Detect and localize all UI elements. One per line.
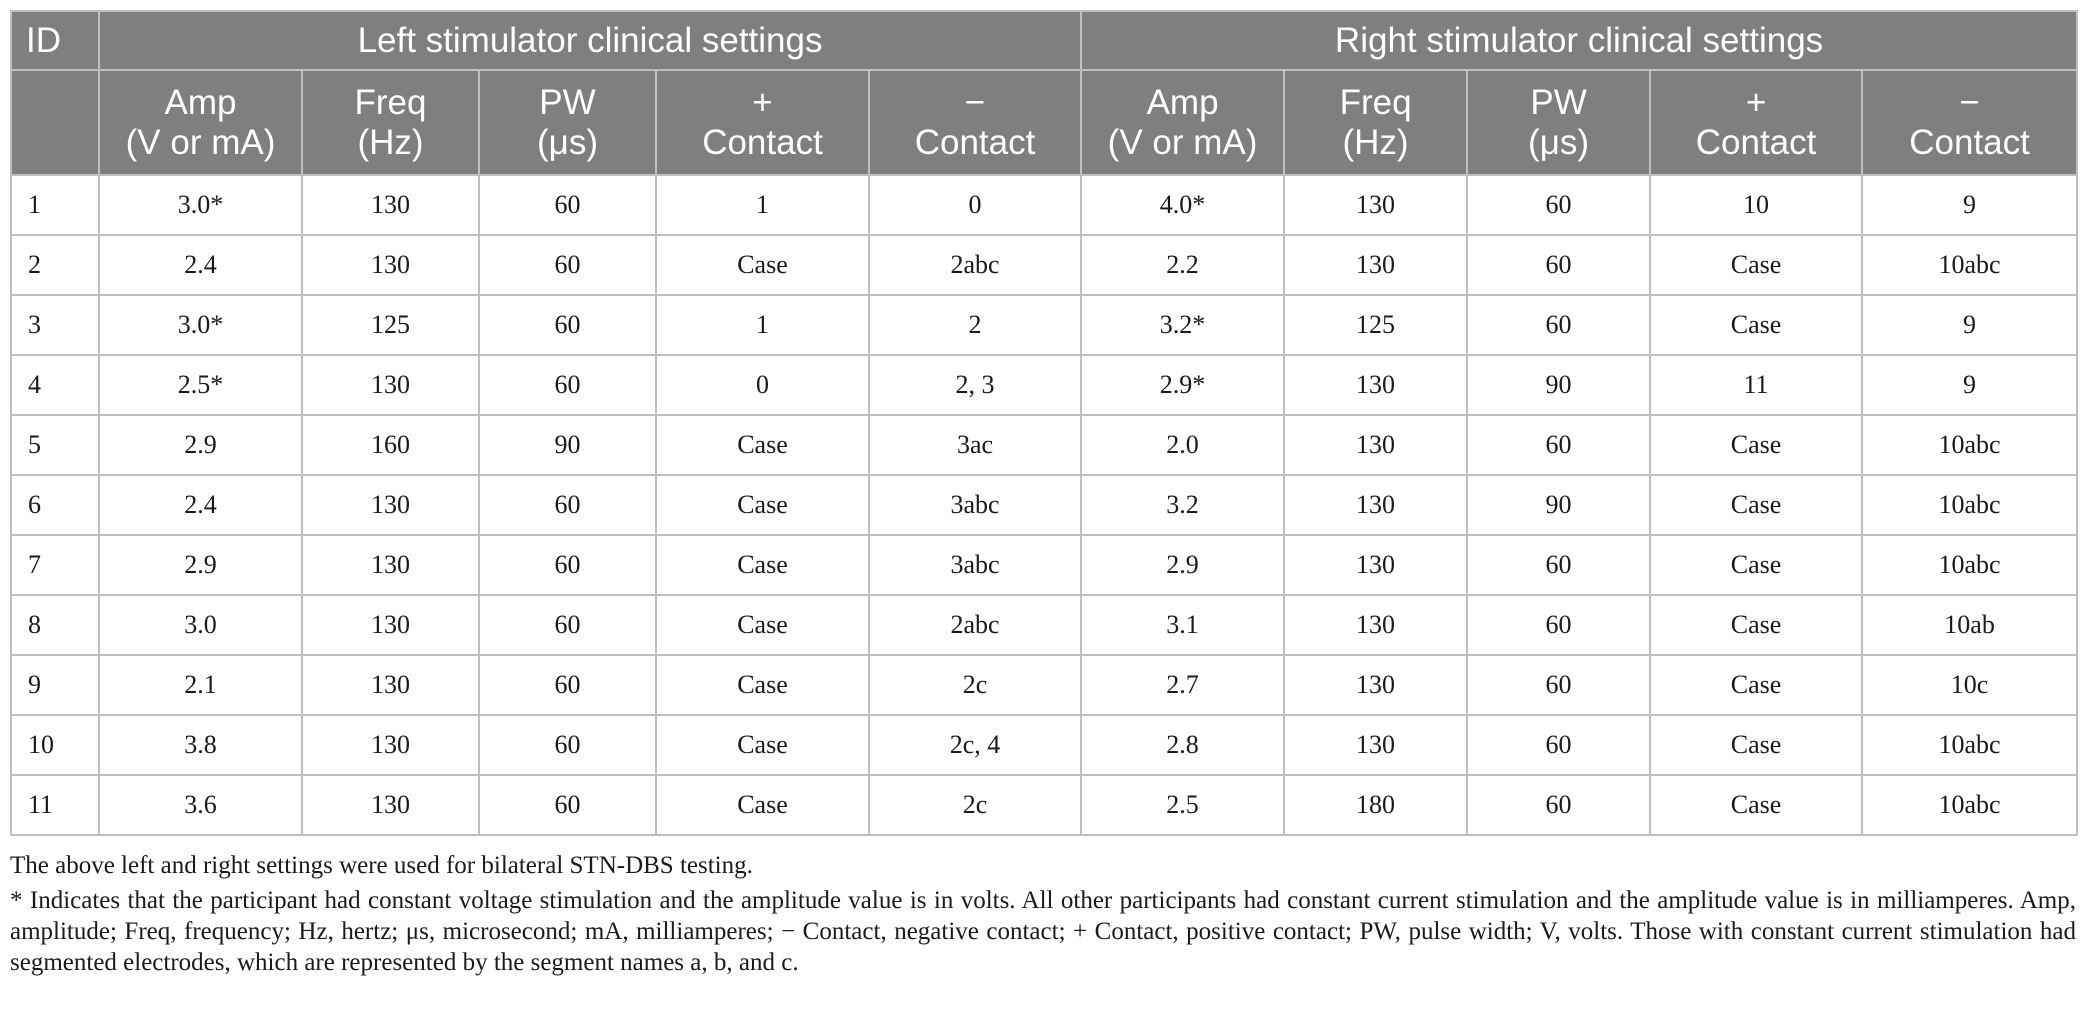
row-id-cell: 3 xyxy=(11,295,99,355)
left-positive-contact-cell: Case xyxy=(656,235,869,295)
left-pw-cell: 60 xyxy=(479,595,656,655)
right-positive-contact-cell: Case xyxy=(1650,415,1862,475)
right-freq-cell: 130 xyxy=(1284,235,1467,295)
row-id-cell: 7 xyxy=(11,535,99,595)
right-amp-cell: 2.9* xyxy=(1081,355,1284,415)
left-negative-contact-cell: 2abc xyxy=(869,595,1081,655)
table-row xyxy=(11,715,2077,775)
stimulator-settings-table xyxy=(10,10,2078,836)
left-pw-cell: 60 xyxy=(479,355,656,415)
left-positive-contact-cell: Case xyxy=(656,715,869,775)
right-amp-cell: 2.2 xyxy=(1081,235,1284,295)
right-freq-cell: 130 xyxy=(1284,715,1467,775)
right-positive-contact-cell: Case xyxy=(1650,655,1862,715)
left-pw-cell: 60 xyxy=(479,655,656,715)
right-freq-cell: 130 xyxy=(1284,415,1467,475)
right-pw-cell: 60 xyxy=(1467,715,1650,775)
header-line: Amp xyxy=(1146,82,1219,122)
right-negative-contact-cell: 9 xyxy=(1862,295,2077,355)
left-amp-cell: 2.9 xyxy=(99,415,302,475)
header-line: Contact xyxy=(702,122,823,162)
header-line: Contact xyxy=(1695,122,1817,162)
row-id-cell: 2 xyxy=(11,235,99,295)
left-positive-contact-cell: 1 xyxy=(656,175,869,235)
table-container xyxy=(10,10,2076,978)
header-line: (Hz) xyxy=(357,122,424,162)
right-freq-cell: 130 xyxy=(1284,655,1467,715)
right-pw-cell: 60 xyxy=(1467,595,1650,655)
left-pw-cell: 60 xyxy=(479,775,656,835)
left-amp-cell: 3.8 xyxy=(99,715,302,775)
left-freq-cell: 130 xyxy=(302,175,479,235)
left-negative-contact-cell: 2c xyxy=(869,775,1081,835)
right-positive-contact-cell: Case xyxy=(1650,715,1862,775)
header-line: − xyxy=(1959,82,1980,122)
right-positive-contact-header xyxy=(1650,70,1862,175)
right-pw-cell: 60 xyxy=(1467,235,1650,295)
header-line: PW xyxy=(539,82,596,122)
right-freq-header xyxy=(1284,70,1467,175)
right-negative-contact-cell: 9 xyxy=(1862,355,2077,415)
right-freq-cell: 130 xyxy=(1284,175,1467,235)
right-negative-contact-header xyxy=(1862,70,2077,175)
table-row xyxy=(11,355,2077,415)
row-id-cell: 8 xyxy=(11,595,99,655)
right-positive-contact-cell: 10 xyxy=(1650,175,1862,235)
id-header-blank xyxy=(11,70,99,175)
table-row xyxy=(11,655,2077,715)
row-id-cell: 1 xyxy=(11,175,99,235)
left-freq-header xyxy=(302,70,479,175)
right-freq-cell: 130 xyxy=(1284,355,1467,415)
header-line: (μs) xyxy=(537,122,598,162)
right-pw-cell: 90 xyxy=(1467,475,1650,535)
right-positive-contact-cell: Case xyxy=(1650,235,1862,295)
left-positive-contact-cell: 0 xyxy=(656,355,869,415)
right-pw-cell: 60 xyxy=(1467,775,1650,835)
left-negative-contact-cell: 3ac xyxy=(869,415,1081,475)
right-pw-header xyxy=(1467,70,1650,175)
left-group-header: Left stimulator clinical settings xyxy=(99,11,1081,70)
right-pw-cell: 60 xyxy=(1467,655,1650,715)
header-line: − xyxy=(964,82,986,122)
row-id-cell: 6 xyxy=(11,475,99,535)
right-amp-header xyxy=(1081,70,1284,175)
table-footnotes xyxy=(10,850,2076,978)
right-negative-contact-cell: 10abc xyxy=(1862,235,2077,295)
right-negative-contact-cell: 10abc xyxy=(1862,535,2077,595)
right-positive-contact-cell: Case xyxy=(1650,535,1862,595)
header-line: (μs) xyxy=(1528,122,1590,162)
left-negative-contact-cell: 2c, 4 xyxy=(869,715,1081,775)
right-freq-cell: 180 xyxy=(1284,775,1467,835)
left-pw-cell: 60 xyxy=(479,535,656,595)
left-negative-contact-cell: 2c xyxy=(869,655,1081,715)
left-pw-cell: 60 xyxy=(479,175,656,235)
table-row xyxy=(11,535,2077,595)
right-freq-cell: 130 xyxy=(1284,475,1467,535)
right-freq-cell: 130 xyxy=(1284,595,1467,655)
right-pw-cell: 90 xyxy=(1467,355,1650,415)
header-line: (V or mA) xyxy=(125,122,276,162)
left-negative-contact-header xyxy=(869,70,1081,175)
left-negative-contact-cell: 3abc xyxy=(869,535,1081,595)
left-amp-header xyxy=(99,70,302,175)
left-amp-cell: 2.4 xyxy=(99,475,302,535)
left-positive-contact-header xyxy=(656,70,869,175)
right-amp-cell: 2.8 xyxy=(1081,715,1284,775)
footnote-abbreviations: * Indicates that the participant had constant voltage stimulation and the amplitude value is in volts. All other participants had constant current stimulation and the amplitude value is in milliamperes. Amp, amplitude; Freq, frequency; Hz, hertz; μs, microsecond; mA, milliamperes; − Contact, negative contact; + Contact, positive contact; PW, pulse width; V, volts. Those with constant current stimulation had segmented electrodes, which are represented by the segment names a, b, and c. xyxy=(10,887,2076,976)
right-positive-contact-cell: Case xyxy=(1650,475,1862,535)
right-amp-cell: 2.7 xyxy=(1081,655,1284,715)
group-header-row xyxy=(11,11,2077,70)
left-pw-cell: 60 xyxy=(479,475,656,535)
left-positive-contact-cell: Case xyxy=(656,655,869,715)
right-amp-cell: 3.1 xyxy=(1081,595,1284,655)
table-row xyxy=(11,775,2077,835)
left-positive-contact-cell: Case xyxy=(656,595,869,655)
left-negative-contact-cell: 2, 3 xyxy=(869,355,1081,415)
right-positive-contact-cell: 11 xyxy=(1650,355,1862,415)
left-amp-cell: 2.1 xyxy=(99,655,302,715)
left-pw-header xyxy=(479,70,656,175)
left-pw-cell: 60 xyxy=(479,295,656,355)
left-freq-cell: 160 xyxy=(302,415,479,475)
right-freq-cell: 125 xyxy=(1284,295,1467,355)
left-negative-contact-cell: 0 xyxy=(869,175,1081,235)
sub-header-row xyxy=(11,70,2077,175)
header-line: Contact xyxy=(914,122,1036,162)
left-freq-cell: 130 xyxy=(302,655,479,715)
right-group-header: Right stimulator clinical settings xyxy=(1081,11,2077,70)
row-id-cell: 5 xyxy=(11,415,99,475)
right-negative-contact-cell: 9 xyxy=(1862,175,2077,235)
left-freq-cell: 130 xyxy=(302,715,479,775)
right-negative-contact-cell: 10abc xyxy=(1862,775,2077,835)
left-negative-contact-cell: 2abc xyxy=(869,235,1081,295)
left-pw-cell: 60 xyxy=(479,715,656,775)
left-positive-contact-cell: Case xyxy=(656,775,869,835)
header-line: Amp xyxy=(164,82,237,122)
left-freq-cell: 130 xyxy=(302,355,479,415)
left-freq-cell: 130 xyxy=(302,235,479,295)
header-line: (Hz) xyxy=(1342,122,1409,162)
table-row xyxy=(11,235,2077,295)
right-pw-cell: 60 xyxy=(1467,175,1650,235)
right-amp-cell: 3.2 xyxy=(1081,475,1284,535)
left-freq-cell: 130 xyxy=(302,475,479,535)
left-freq-cell: 130 xyxy=(302,535,479,595)
left-amp-cell: 3.0* xyxy=(99,175,302,235)
right-pw-cell: 60 xyxy=(1467,415,1650,475)
header-line: + xyxy=(752,82,773,122)
left-amp-cell: 2.9 xyxy=(99,535,302,595)
header-line: + xyxy=(1745,82,1767,122)
table-row xyxy=(11,415,2077,475)
left-amp-cell: 3.6 xyxy=(99,775,302,835)
left-pw-cell: 90 xyxy=(479,415,656,475)
row-id-cell: 4 xyxy=(11,355,99,415)
right-negative-contact-cell: 10abc xyxy=(1862,475,2077,535)
header-line: Contact xyxy=(1909,122,2030,162)
right-pw-cell: 60 xyxy=(1467,535,1650,595)
left-positive-contact-cell: Case xyxy=(656,475,869,535)
id-header: ID xyxy=(11,11,99,70)
right-negative-contact-cell: 10c xyxy=(1862,655,2077,715)
left-positive-contact-cell: Case xyxy=(656,535,869,595)
right-negative-contact-cell: 10abc xyxy=(1862,415,2077,475)
table-row xyxy=(11,595,2077,655)
left-amp-cell: 3.0 xyxy=(99,595,302,655)
right-negative-contact-cell: 10abc xyxy=(1862,715,2077,775)
header-line: (V or mA) xyxy=(1107,122,1258,162)
right-amp-cell: 2.0 xyxy=(1081,415,1284,475)
table-row xyxy=(11,175,2077,235)
right-positive-contact-cell: Case xyxy=(1650,295,1862,355)
right-amp-cell: 4.0* xyxy=(1081,175,1284,235)
header-line: Freq xyxy=(1339,82,1412,122)
header-line: Freq xyxy=(354,82,427,122)
left-freq-cell: 125 xyxy=(302,295,479,355)
right-freq-cell: 130 xyxy=(1284,535,1467,595)
left-amp-cell: 2.4 xyxy=(99,235,302,295)
left-freq-cell: 130 xyxy=(302,595,479,655)
row-id-cell: 11 xyxy=(11,775,99,835)
right-amp-cell: 2.9 xyxy=(1081,535,1284,595)
left-negative-contact-cell: 2 xyxy=(869,295,1081,355)
footnote-usage: The above left and right settings were used for bilateral STN-DBS testing. xyxy=(10,852,753,879)
left-amp-cell: 3.0* xyxy=(99,295,302,355)
left-freq-cell: 130 xyxy=(302,775,479,835)
right-positive-contact-cell: Case xyxy=(1650,775,1862,835)
left-negative-contact-cell: 3abc xyxy=(869,475,1081,535)
left-pw-cell: 60 xyxy=(479,235,656,295)
header-line: PW xyxy=(1530,82,1587,122)
row-id-cell: 10 xyxy=(11,715,99,775)
left-amp-cell: 2.5* xyxy=(99,355,302,415)
right-amp-cell: 2.5 xyxy=(1081,775,1284,835)
left-positive-contact-cell: Case xyxy=(656,415,869,475)
table-row xyxy=(11,475,2077,535)
right-positive-contact-cell: Case xyxy=(1650,595,1862,655)
right-negative-contact-cell: 10ab xyxy=(1862,595,2077,655)
table-row xyxy=(11,295,2077,355)
row-id-cell: 9 xyxy=(11,655,99,715)
table-body xyxy=(11,175,2077,835)
right-amp-cell: 3.2* xyxy=(1081,295,1284,355)
right-pw-cell: 60 xyxy=(1467,295,1650,355)
left-positive-contact-cell: 1 xyxy=(656,295,869,355)
